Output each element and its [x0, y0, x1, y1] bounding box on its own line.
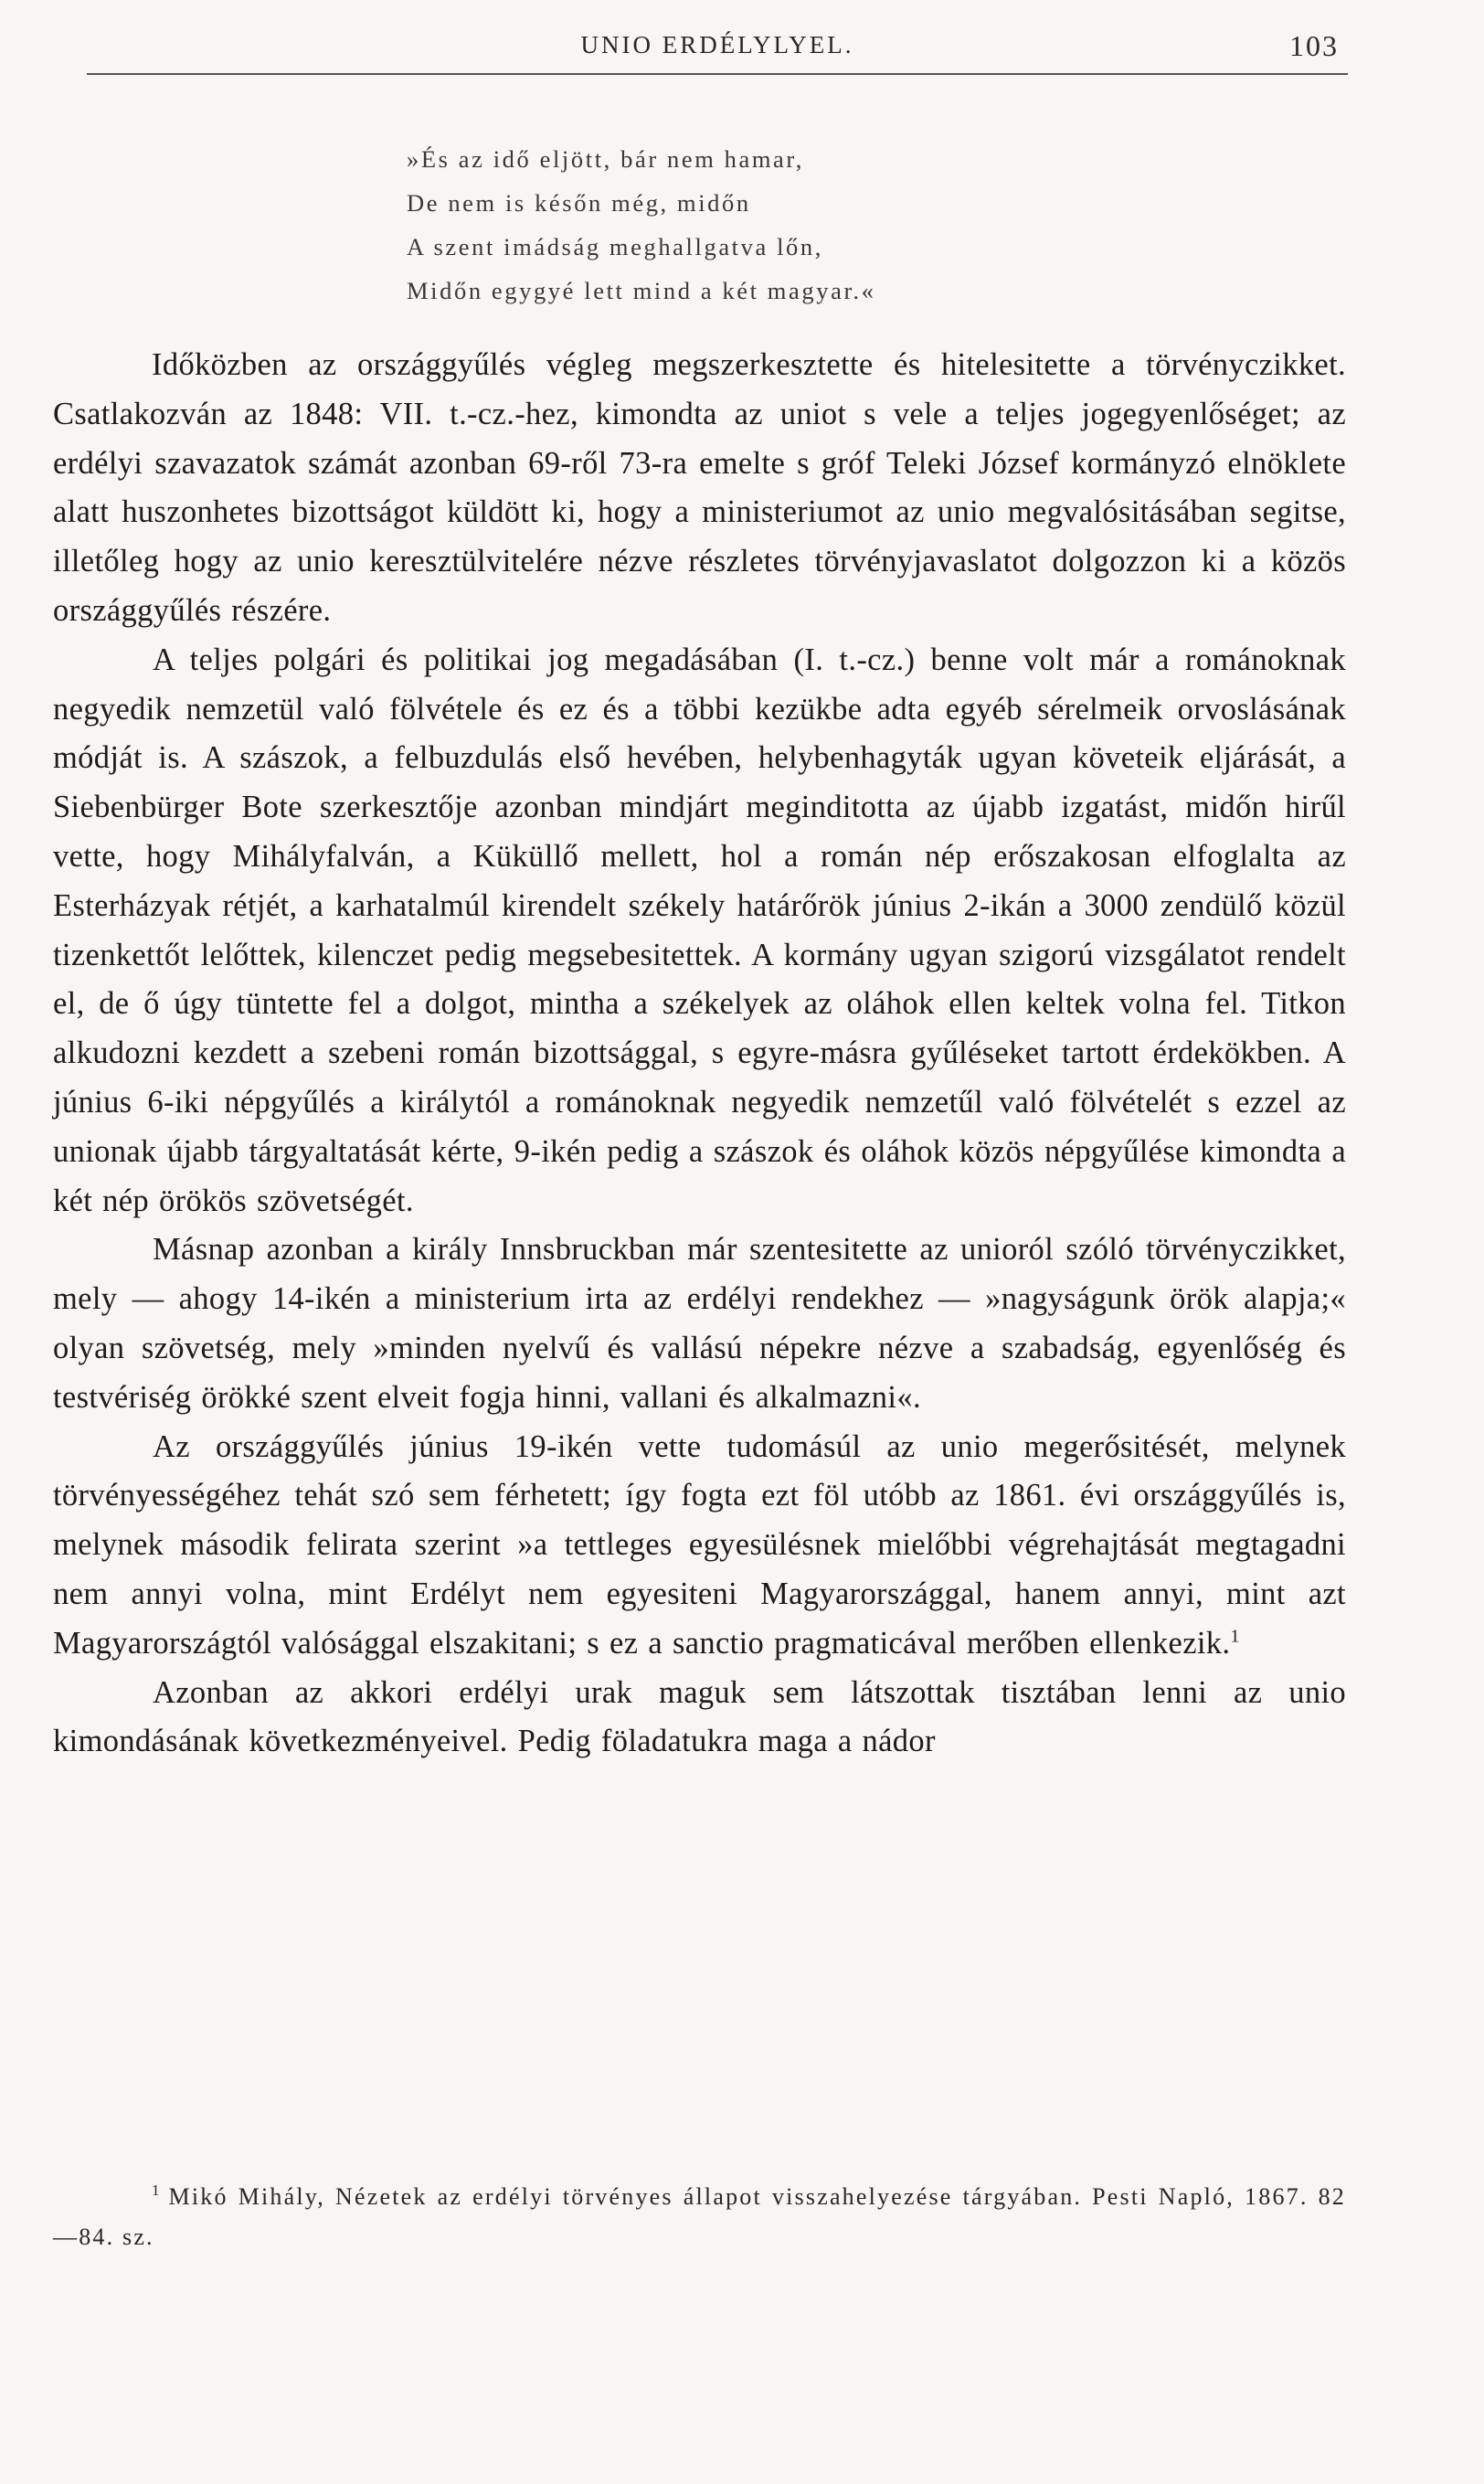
paragraph [53, 341, 1346, 636]
page-header [87, 31, 1348, 71]
paragraph-text: Az országgyűlés június 19-ikén vette tudomásúl az unio megerősitését, melynek törvényességéhez tehát szó sem férhetett; így fogta ezt föl utóbb az 1861. évi országgyűlés is, melynek második felirata szerint »a tettleges egyesülésnek mielőbbi végrehajtását megtagadni nem annyi volna, mint Erdélyt nem egyesiteni Magyarországgal, hanem annyi, mint azt Magyarországtól valósággal elszakitani; s ez a sanctio pragmaticával merőben ellenkezik. [53, 1428, 1346, 1661]
footnote-text: Mikó Mihály, Nézetek az erdélyi törvényes állapot visszahelyezése tárgyában. Pesti Napló, 1867. 82—84. sz. [53, 2183, 1346, 2250]
poem-line: De nem is későn még, midőn [407, 189, 751, 217]
paragraph-text: Azonban az akkori erdélyi urak maguk sem látszottak tisztában lenni az unio kimondásának következményeivel. Pedig föladatukra maga a nádor [53, 1674, 1346, 1759]
poem-quote [407, 137, 1101, 313]
header-rule [87, 73, 1348, 75]
running-head: UNIO ERDÉLYLYEL. [580, 31, 854, 58]
footnote-mark: 1 [152, 2181, 160, 2200]
paragraph [53, 1423, 1346, 1669]
paragraph-text: Időközben az országgyűlés végleg megszerkesztette és hitelesitette a törvényczikket. Csatlakozván az 1848: VII. t.-cz.-hez, kimondta az uniot s vele a teljes jogegyenlőséget; az erdélyi szavazatok számát azonban 69-ről 73-ra emelte s gróf Teleki József kormányzó elnöklete alatt huszonhetes bizottságot küldött ki, hogy a ministeriumot az unio megvalósitásában segitse, illetőleg hogy az unio keresztülvitelére nézve részletes törvényjavaslatot dolgozzon ki a közös országgyűlés részére. [53, 347, 1346, 628]
poem-line: A szent imádság meghallgatva lőn, [407, 233, 823, 260]
body-text [53, 341, 1346, 1767]
paragraph [53, 636, 1346, 1226]
footnote-paragraph [53, 2177, 1346, 2257]
footnote [53, 2177, 1346, 2257]
poem-line: Midőn egygyé lett mind a két magyar.« [407, 277, 876, 304]
footnote-reference: 1 [1230, 1626, 1240, 1647]
paragraph [53, 1669, 1346, 1767]
paragraph-text: Másnap azonban a király Innsbruckban már szentesitette az unioról szóló törvényczikket, mely — ahogy 14-ikén a ministerium irta az erdélyi rendekhez — »nagyságunk örök alapja;« olyan szövetség, mely »minden nyelvű és vallású népekre nézve a szabadság, egyenlőség és testvériség örökké szent elveit fogja hinni, vallani és alkalmazni«. [53, 1232, 1346, 1415]
poem-line: »És az idő eljött, bár nem hamar, [407, 145, 805, 173]
paragraph-text: A teljes polgári és politikai jog megadásában (I. t.-cz.) benne volt már a románoknak negyedik nemzetül való fölvétele és ez és a többi kezükbe adta egyéb sérelmeik orvoslásának módját is. A szászok, a felbuzdulás első hevében, helybenhagyták ugyan követeik eljárását, a Siebenbürger Bote szerkesztője azonban mindjárt meginditotta az újabb izgatást, midőn hirűl vette, hogy Mihályfalván, a Küküllő mellett, hol a román nép erőszakosan elfoglalta az Esterházyak rétjét, a karhatalmúl kirendelt székely határőrök június 2-ikán a 3000 zendülő közül tizenkettőt lelőttek, kilenczet pedig megsebesitettek. A kormány ugyan szigorú vizsgálatot rendelt el, de ő úgy tüntette fel a dolgot, mintha a székelyek az oláhok ellen keltek volna fel. Titkon alkudozni kezdett a szebeni román bizottsággal, s egyre-másra gyűléseket tartott érdekökben. A június 6-iki népgyűlés a királytól a románoknak negyedik nemzetűl való fölvételét s ezzel az unionak újabb tárgyaltatását kérte, 9-ikén pedig a szászok és oláhok közös népgyűlése kimondta a két nép örökös szövetségét. [53, 642, 1346, 1218]
paragraph [53, 1226, 1346, 1422]
page-number: 103 [1289, 29, 1339, 62]
